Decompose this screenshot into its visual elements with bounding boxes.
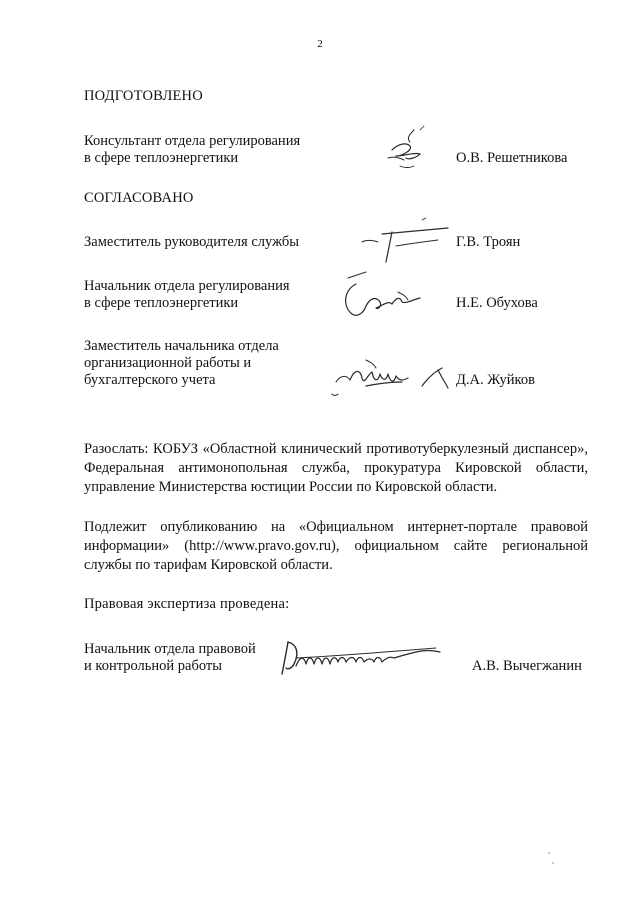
signer-name-zhuikov: Д.А. Жуйков bbox=[456, 372, 535, 388]
scan-speck bbox=[552, 862, 554, 864]
signer-role-zhuikov: Заместитель начальника отдела организационной работы и бухгалтерского учета bbox=[84, 338, 279, 388]
prepared-heading: ПОДГОТОВЛЕНО bbox=[84, 88, 203, 104]
page-number: 2 bbox=[317, 38, 323, 50]
signature-reshetnikova bbox=[380, 122, 440, 180]
signer-role-troyan: Заместитель руководителя службы bbox=[84, 234, 300, 250]
signature-obukhova bbox=[336, 262, 436, 322]
prepared-name: О.В. Решетникова bbox=[456, 150, 568, 166]
legal-review-statement: Правовая экспертиза проведена: bbox=[84, 596, 290, 612]
signature-zhuikov bbox=[330, 352, 454, 402]
scan-speck bbox=[548, 852, 550, 854]
signer-name-obukhova: Н.Е. Обухова bbox=[456, 295, 538, 311]
legal-review-role: Начальник отдела правовой и контрольной работы bbox=[84, 641, 256, 674]
publication-paragraph: Подлежит опубликованию на «Официальном интернет-портале правовой информации» (http://www.pravo.gov.ru), официальном сайте региональной службы по тарифам Кировской области. bbox=[84, 519, 588, 573]
signature-vychegzhanin bbox=[276, 636, 442, 678]
approved-heading: СОГЛАСОВАНО bbox=[84, 190, 194, 206]
signer-role-obukhova: Начальник отдела регулирования в сфере теплоэнергетики bbox=[84, 278, 290, 311]
signer-name-troyan: Г.В. Троян bbox=[456, 234, 521, 250]
legal-review-name: А.В. Вычегжанин bbox=[472, 658, 582, 674]
signature-troyan bbox=[352, 212, 452, 268]
distribution-paragraph: Разослать: КОБУЗ «Областной клинический противотуберкулезный диспансер», Федеральная антимонопольная служба, прокуратура Кировской области, управление Министерства юстиции России по Кировской области. bbox=[84, 441, 588, 495]
prepared-role: Консультант отдела регулирования в сфере теплоэнергетики bbox=[84, 133, 301, 166]
